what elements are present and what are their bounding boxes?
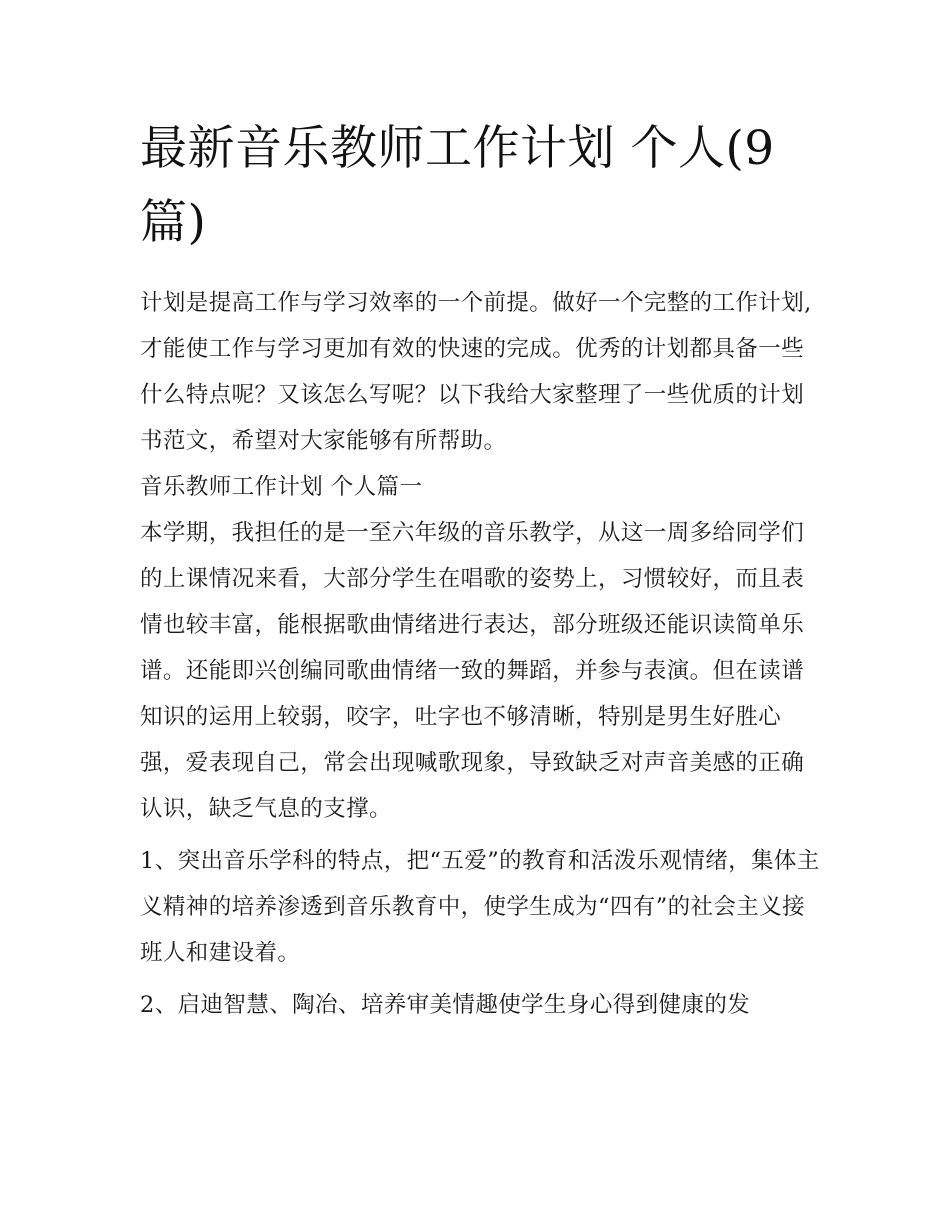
document-body	[140, 280, 820, 1028]
document-title: 最新音乐教师工作计划 个人(9篇)	[140, 121, 775, 250]
list-item-1: 1、突出音乐学科的特点，把“五爱”的教育和活泼乐观情绪，集体主义精神的培养渗透到音乐教育中，使学生成为“四有”的社会主义接班人和建设着。	[140, 848, 820, 966]
list-item-2: 2、启迪智慧、陶冶、培养审美情趣使学生身心得到健康的发	[140, 992, 751, 1018]
body-paragraph: 本学期，我担任的是一至六年级的音乐教学，从这一周多给同学们的上课情况来看，大部分学生在唱歌的姿势上，习惯较好，而且表情也较丰富，能根据歌曲情绪进行表达，部分班级还能识读简单乐谱。还能即兴创编同歌曲情绪一致的舞蹈，并参与表演。但在读谱知识的运用上较弱，咬字，吐字也不够清晰，特别是男生好胜心强，爱表现自己，常会出现喊歌现象，导致缺乏对声音美感的正确认识，缺乏气息的支撑。	[140, 520, 805, 822]
section-heading: 音乐教师工作计划 个人篇一	[140, 474, 423, 500]
intro-paragraph: 计划是提高工作与学习效率的一个前提。做好一个完整的工作计划,才能使工作与学习更加有效的快速的完成。优秀的计划都具备一些什么特点呢？又该怎么写呢？以下我给大家整理了一些优质的计划书范文，希望对大家能够有所帮助。	[140, 290, 812, 454]
